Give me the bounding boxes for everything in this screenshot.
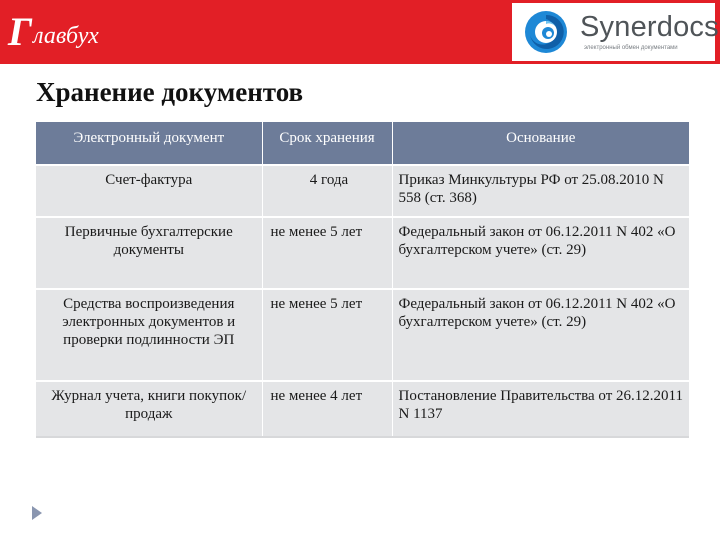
table-row <box>36 289 689 381</box>
cell-period: не менее 5 лет <box>262 289 392 381</box>
header-bar <box>0 0 720 64</box>
cell-basis: Федеральный закон от 06.12.2011 N 402 «О бухгалтерском учете» (ст. 29) <box>392 217 689 289</box>
column-header-period: Срок хранения <box>262 122 392 165</box>
logo-text: лавбух <box>33 23 99 49</box>
table-row <box>36 217 689 289</box>
cell-basis: Федеральный закон от 06.12.2011 N 402 «О бухгалтерском учете» (ст. 29) <box>392 289 689 381</box>
next-slide-arrow-icon[interactable] <box>32 506 42 520</box>
table-row <box>36 165 689 217</box>
cell-document: Средства воспроизведения электронных документов и проверки подлинности ЭП <box>36 289 262 381</box>
logo-initial: Г <box>8 9 33 54</box>
cell-basis: Приказ Минкультуры РФ от 25.08.2010 N 558 (ст. 368) <box>392 165 689 217</box>
column-header-document: Электронный документ <box>36 122 262 165</box>
synerdocs-swirl-icon <box>522 8 570 56</box>
cell-basis: Постановление Правительства от 26.12.2011 N 1137 <box>392 381 689 437</box>
partner-name: Synerdocs <box>580 11 719 43</box>
glavbukh-logo <box>8 10 99 54</box>
page-title: Хранение документов <box>36 77 304 107</box>
cell-period: 4 года <box>262 165 392 217</box>
table-header-row <box>36 122 689 165</box>
synerdocs-logo <box>512 3 719 61</box>
storage-table <box>36 122 689 438</box>
cell-period: не менее 4 лет <box>262 381 392 437</box>
cell-document: Счет-фактура <box>36 165 262 217</box>
column-header-basis: Основание <box>392 122 689 165</box>
cell-document: Журнал учета, книги покупок/продаж <box>36 381 262 437</box>
cell-period: не менее 5 лет <box>262 217 392 289</box>
cell-document: Первичные бухгалтерские документы <box>36 217 262 289</box>
storage-table-wrapper <box>36 122 689 438</box>
partner-tagline: электронный обмен документами <box>584 45 678 51</box>
table-row <box>36 381 689 437</box>
